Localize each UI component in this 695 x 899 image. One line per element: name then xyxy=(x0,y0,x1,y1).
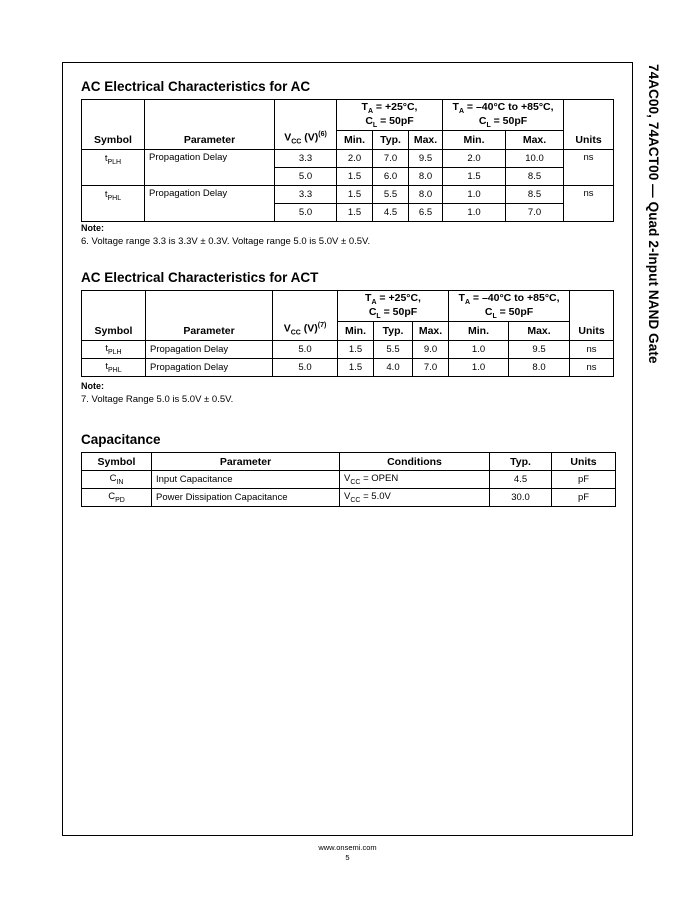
parameter-cell: Propagation Delay xyxy=(145,150,275,186)
value-cell: 8.5 xyxy=(506,186,564,204)
col-min: Min. xyxy=(337,131,373,150)
value-cell: 9.5 xyxy=(409,150,443,168)
value-cell: 4.0 xyxy=(374,359,413,377)
value-cell: 6.5 xyxy=(409,204,443,222)
act-note-label: Note: xyxy=(81,381,104,391)
page-number: 5 xyxy=(345,853,350,862)
value-cell: 1.5 xyxy=(338,341,374,359)
value-cell: 1.0 xyxy=(449,341,509,359)
value-cell: 8.5 xyxy=(506,168,564,186)
value-cell: 6.0 xyxy=(373,168,409,186)
value-cell: 1.5 xyxy=(443,168,506,186)
col-min2: Min. xyxy=(449,322,509,341)
value-cell: 8.0 xyxy=(409,186,443,204)
value-cell: 7.0 xyxy=(413,359,449,377)
col-min2: Min. xyxy=(443,131,506,150)
table-row xyxy=(82,471,616,489)
col-max2: Max. xyxy=(509,322,570,341)
col-units: Units xyxy=(564,100,614,150)
symbol-cell: $t_{PHL}$ xyxy=(82,359,146,377)
value-cell: 7.0 xyxy=(373,150,409,168)
side-title: 74AC00, 74ACT00 — Quad 2-Input NAND Gate xyxy=(646,64,661,364)
col-symbol: Symbol xyxy=(82,453,152,471)
col-vcc: $V_{CC}$ $(V)^{(7)}$ xyxy=(273,291,338,341)
col-max2: Max. xyxy=(506,131,564,150)
vcc-cell: 3.3 xyxy=(275,150,337,168)
col-min: Min. xyxy=(338,322,374,341)
col-vcc: $V_{CC}$ $(V)^{(6)}$ xyxy=(275,100,337,150)
value-cell: 9.0 xyxy=(413,341,449,359)
parameter-cell: Propagation Delay xyxy=(146,341,273,359)
col-symbol: Symbol xyxy=(82,291,146,341)
units-cell: pF xyxy=(552,471,616,489)
col-parameter: Parameter xyxy=(146,291,273,341)
value-cell: 5.5 xyxy=(373,186,409,204)
ac-table xyxy=(81,99,614,222)
capacitance-table xyxy=(81,452,616,507)
col-symbol: Symbol xyxy=(82,100,145,150)
vcc-cell: 5.0 xyxy=(275,204,337,222)
col-conditions: Conditions xyxy=(340,453,490,471)
parameter-cell: Propagation Delay xyxy=(145,186,275,222)
vcc-cell: 5.0 xyxy=(273,341,338,359)
value-cell: 2.0 xyxy=(443,150,506,168)
value-cell: 1.5 xyxy=(337,204,373,222)
units-cell: ns xyxy=(564,150,614,186)
col-max: Max. xyxy=(409,131,443,150)
col-group-full-range: $T_A = -40^\circ C$ to +85°C, $C_L = 50pF$ xyxy=(443,100,564,131)
col-units: Units xyxy=(570,291,614,341)
value-cell: 1.5 xyxy=(338,359,374,377)
value-cell: 8.0 xyxy=(409,168,443,186)
table-row xyxy=(82,489,616,507)
col-parameter: Parameter xyxy=(145,100,275,150)
value-cell: 7.0 xyxy=(506,204,564,222)
symbol-cell: $t_{PLH}$ xyxy=(82,341,146,359)
value-cell: 5.5 xyxy=(374,341,413,359)
capacitance-section-title: Capacitance xyxy=(81,432,161,447)
vcc-cell: 5.0 xyxy=(275,168,337,186)
conditions-cell: $V_{CC}$ = OPEN xyxy=(340,471,490,489)
value-cell: 1.0 xyxy=(443,204,506,222)
col-typ: Typ. xyxy=(373,131,409,150)
parameter-cell: Power Dissipation Capacitance xyxy=(152,489,340,507)
units-cell: pF xyxy=(552,489,616,507)
value-cell: 1.0 xyxy=(449,359,509,377)
vcc-cell: 3.3 xyxy=(275,186,337,204)
col-max: Max. xyxy=(413,322,449,341)
units-cell: ns xyxy=(564,186,614,222)
value-cell: 1.5 xyxy=(337,168,373,186)
value-cell: 2.0 xyxy=(337,150,373,168)
ac-section-title: AC Electrical Characteristics for AC xyxy=(81,79,311,94)
act-note: 7. Voltage Range 5.0 is 5.0V ± 0.5V. xyxy=(81,394,234,405)
value-cell: 4.5 xyxy=(373,204,409,222)
conditions-cell: $V_{CC} = 5.0V$ xyxy=(340,489,490,507)
act-section-title: AC Electrical Characteristics for ACT xyxy=(81,270,319,285)
value-cell: 30.0 xyxy=(490,489,552,507)
col-group-25c: $T_A = +25^\circ C$, $C_L = 50pF$ xyxy=(338,291,449,322)
table-row xyxy=(82,150,614,168)
symbol-cell: $t_{PLH}$ xyxy=(82,150,145,186)
act-table xyxy=(81,290,614,377)
table-row xyxy=(82,186,614,204)
table-row xyxy=(82,341,614,359)
value-cell: 9.5 xyxy=(509,341,570,359)
parameter-cell: Propagation Delay xyxy=(146,359,273,377)
value-cell: 10.0 xyxy=(506,150,564,168)
symbol-cell: $C_{PD}$ xyxy=(82,489,152,507)
value-cell: 8.0 xyxy=(509,359,570,377)
symbol-cell: $t_{PHL}$ xyxy=(82,186,145,222)
table-row xyxy=(82,359,614,377)
col-units: Units xyxy=(552,453,616,471)
symbol-cell: $C_{IN}$ xyxy=(82,471,152,489)
col-typ: Typ. xyxy=(374,322,413,341)
units-cell: ns xyxy=(570,359,614,377)
units-cell: ns xyxy=(570,341,614,359)
value-cell: 4.5 xyxy=(490,471,552,489)
col-typ: Typ. xyxy=(490,453,552,471)
ac-note-label: Note: xyxy=(81,223,104,233)
col-group-full-range: $T_A = -40^\circ C$ to +85°C, $C_L = 50pF$ xyxy=(449,291,570,322)
footer-url: www.onsemi.com xyxy=(318,843,377,852)
value-cell: 1.5 xyxy=(337,186,373,204)
parameter-cell: Input Capacitance xyxy=(152,471,340,489)
col-parameter: Parameter xyxy=(152,453,340,471)
ac-note: 6. Voltage range 3.3 is 3.3V ± 0.3V. Voltage range 5.0 is 5.0V ± 0.5V. xyxy=(81,236,371,247)
value-cell: 1.0 xyxy=(443,186,506,204)
col-group-25c: $T_A = +25^\circ C$, $C_L = 50pF$ xyxy=(337,100,443,131)
vcc-cell: 5.0 xyxy=(273,359,338,377)
